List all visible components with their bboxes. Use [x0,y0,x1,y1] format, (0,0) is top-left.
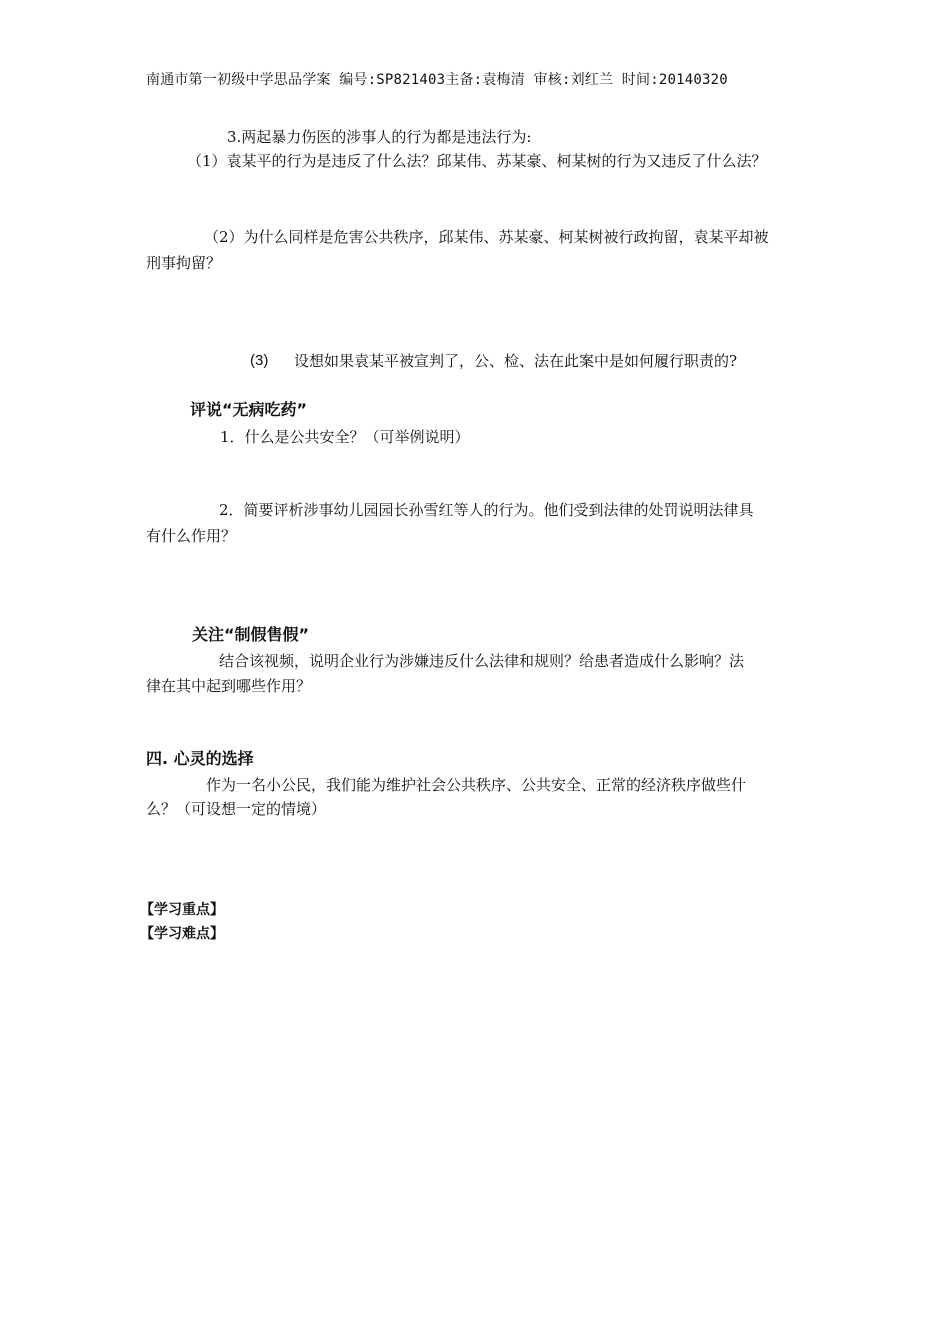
section3-question-3-text: 设想如果袁某平被宣判了，公、检、法在此案中是如何履行职责的? [294,352,738,370]
focus-text-line2: 律在其中起到哪些作用？ [146,677,312,695]
review-question-2-line1: 2．简要评析涉事幼儿园园长孙雪红等人的行为。他们受到法律的处罚说明法律具 [219,501,754,519]
section3-question-2-line2: 刑事拘留？ [146,254,222,272]
review-question-1: 1．什么是公共安全？（可举例说明） [220,428,470,446]
review-heading: 评说“无病吃药” [190,400,308,419]
difficulties-label: 【学习难点】 [140,926,224,942]
section3-question-3-number: (3) [250,352,269,369]
section3-question-1: （1）袁某平的行为是违反了什么法？邱某伟、苏某豪、柯某树的行为又违反了什么法？ [187,152,767,170]
section3-question-2-line1: （2）为什么同样是危害公共秩序，邱某伟、苏某豪、柯某树被行政拘留，袁某平却被 [204,228,769,246]
section4-heading: 四. 心灵的选择 [146,749,254,768]
key-points-label: 【学习重点】 [140,902,224,918]
focus-text-line1: 结合该视频，说明企业行为涉嫌违反什么法律和规则？给患者造成什么影响？法 [219,652,745,670]
section4-text-line2: 么？（可设想一定的情境） [146,800,327,818]
focus-heading: 关注“制假售假” [192,625,310,644]
section4-text-line1: 作为一名小公民，我们能为维护社会公共秩序、公共安全、正常的经济秩序做些什 [206,776,747,794]
section3-intro: 3.两起暴力伤医的涉事人的行为都是违法行为: [227,128,532,146]
review-question-2-line2: 有什么作用？ [146,527,237,545]
document-header: 南通市第一初级中学思品学案 编号:SP821403主备:袁梅清 审核:刘红兰 时间:20140320 [146,72,728,88]
